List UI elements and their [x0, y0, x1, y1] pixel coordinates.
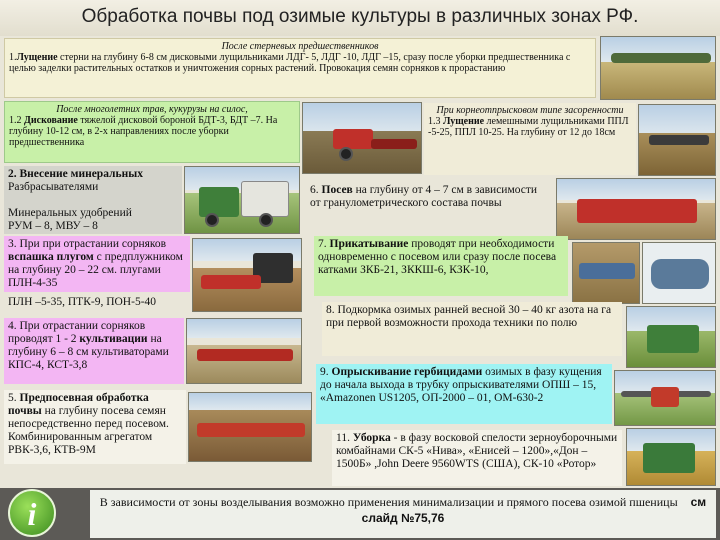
step-title: Опрыскивание гербицидами [331, 366, 483, 378]
footer-text [90, 490, 716, 538]
step-number: 6. [310, 184, 322, 196]
photo-ring-roller [642, 242, 716, 304]
panel-ploughs-list [4, 294, 190, 312]
photo-ploughshare-peeler [638, 104, 716, 176]
photo-cultivator [186, 318, 302, 384]
panel-top-dressing [322, 302, 622, 356]
panel-cultivation [4, 318, 184, 384]
photo-disk-harrow [302, 102, 422, 174]
panel-header: При корнеотпрысковом типе засоренности [436, 105, 624, 116]
step-text-line: Разбрасывателями [8, 181, 99, 193]
step-title: вспашка плугом [8, 251, 94, 263]
step-number: 4. При отрастании сорняков проводят 1 - 2 [8, 320, 146, 345]
panel-spraying [316, 364, 612, 424]
step-number: 1.2 [9, 115, 24, 126]
panel-sowing [306, 182, 554, 232]
step-number: 11. [336, 432, 353, 444]
step-text-line: Минеральных удобрений [8, 207, 132, 219]
panel-disking [4, 101, 300, 163]
step-text: лемешными лущильниками ППЛ -5-25, ППЛ 10-25. На глубину от 12 до 18см [428, 116, 629, 138]
step-text: 8. Подкормка озимых ранней весной 30 – 40 кг азота на га при первой возможности прохода техники по полю [326, 304, 612, 329]
step-text: озимых в фазу кущения до начала выхода в трубку опрыскивателями ОПШ – 15, «Amazonen US1205, ОП-2000 – 01, ОМ-630-2 [320, 366, 602, 404]
step-number: 7. [318, 238, 330, 250]
photo-seeder [556, 178, 716, 240]
step-number: 9. [320, 366, 332, 378]
photo-combined-unit [188, 392, 312, 462]
panel-fertilizer [4, 166, 182, 234]
plough-models: ПЛН –5-35, ПТК-9, ПОН-5-40 [8, 296, 157, 308]
panel-harvest [332, 430, 622, 486]
step-text: на глубину от 4 – 7 см в зависимости от гранулометрического состава почвы [310, 184, 538, 209]
photo-stubble-field [600, 36, 716, 100]
step-text: стерни на глубину 6-8 см дисковыми лущильниками ЛДГ- 5, ЛДГ -10, ЛДГ –15, сразу после уборки предшественника с целью заделки растительных остатков и уничтожения сорных растений. Провокация семян сорняков к прорастанию [9, 52, 571, 74]
step-title: Предпосевная обработка почвы [8, 392, 149, 417]
step-number: 3. При при отрастании сорняков [8, 238, 167, 250]
step-title: 2. Внесение минеральных [8, 168, 143, 180]
panel-presowing [4, 390, 186, 464]
photo-top-dressing-spreader [626, 306, 716, 368]
step-text: на глубину посева семян непосредственно перед посевом. Комбинированным агрегатом РВК-3,6, КТВ-9М [8, 405, 169, 456]
step-text: на глубину 6 – 8 см культиваторами КПС-4, КСТ-3,8 [8, 333, 169, 371]
panel-rolling [314, 236, 568, 296]
photo-sprayer [614, 370, 716, 426]
step-title: Лущение [443, 116, 485, 127]
slide-title: Обработка почвы под озимые культуры в различных зонах РФ. [0, 0, 720, 36]
step-number: 5. [8, 392, 20, 404]
slide-reference: см слайд №75,76 [361, 495, 707, 525]
photo-plough [192, 238, 302, 312]
info-icon: i [8, 489, 56, 537]
step-number: 1.3 [428, 116, 443, 127]
step-text: с предплужником на глубину 20 – 22 см. плугами ПЛН-4-35 [8, 251, 183, 289]
panel-ploughing [4, 236, 190, 292]
step-title: Прикатывание [329, 238, 409, 250]
photo-fertilizer-spreader [184, 166, 300, 234]
panel-header: После стерневых предшественников [221, 41, 379, 52]
step-text-line: РУМ – 8, МВУ – 8 [8, 220, 98, 232]
step-title: Посев [321, 184, 353, 196]
step-title: Лущение [16, 52, 58, 63]
step-number: 1. [9, 52, 17, 63]
step-text: тяжелой дисковой бороной БДТ-3, БДТ –7. На глубину 10-12 см, в 2-х направлениях после уборки предшественника [9, 115, 278, 148]
step-title: Дискование [24, 115, 78, 126]
step-text: - в фазу восковой спелости зерноуборочными комбайнами СК-5 «Нива», «Енисей – 1200»,«Дон – 1500Б» ,John Deere 9560WTS (США), СК-10 «Ротор» [336, 432, 618, 470]
panel-header: После многолетних трав, кукурузы на силос, [56, 104, 248, 115]
panel-ploughshare-peeling [424, 103, 636, 175]
panel-stubble-peeling [4, 38, 596, 98]
photo-roller [572, 242, 640, 304]
step-title: Уборка [352, 432, 391, 444]
step-text: проводят при необходимости одновременно с посевом или сразу после посева катками ЗКБ-21, ЗККШ-6, КЗК-10, [318, 238, 557, 276]
step-title: культивации [79, 333, 148, 345]
footer-note: В зависимости от зоны возделывания возможно применения минимализации и прямого посева озимой пшеницы [99, 495, 678, 509]
photo-combine [626, 428, 716, 486]
